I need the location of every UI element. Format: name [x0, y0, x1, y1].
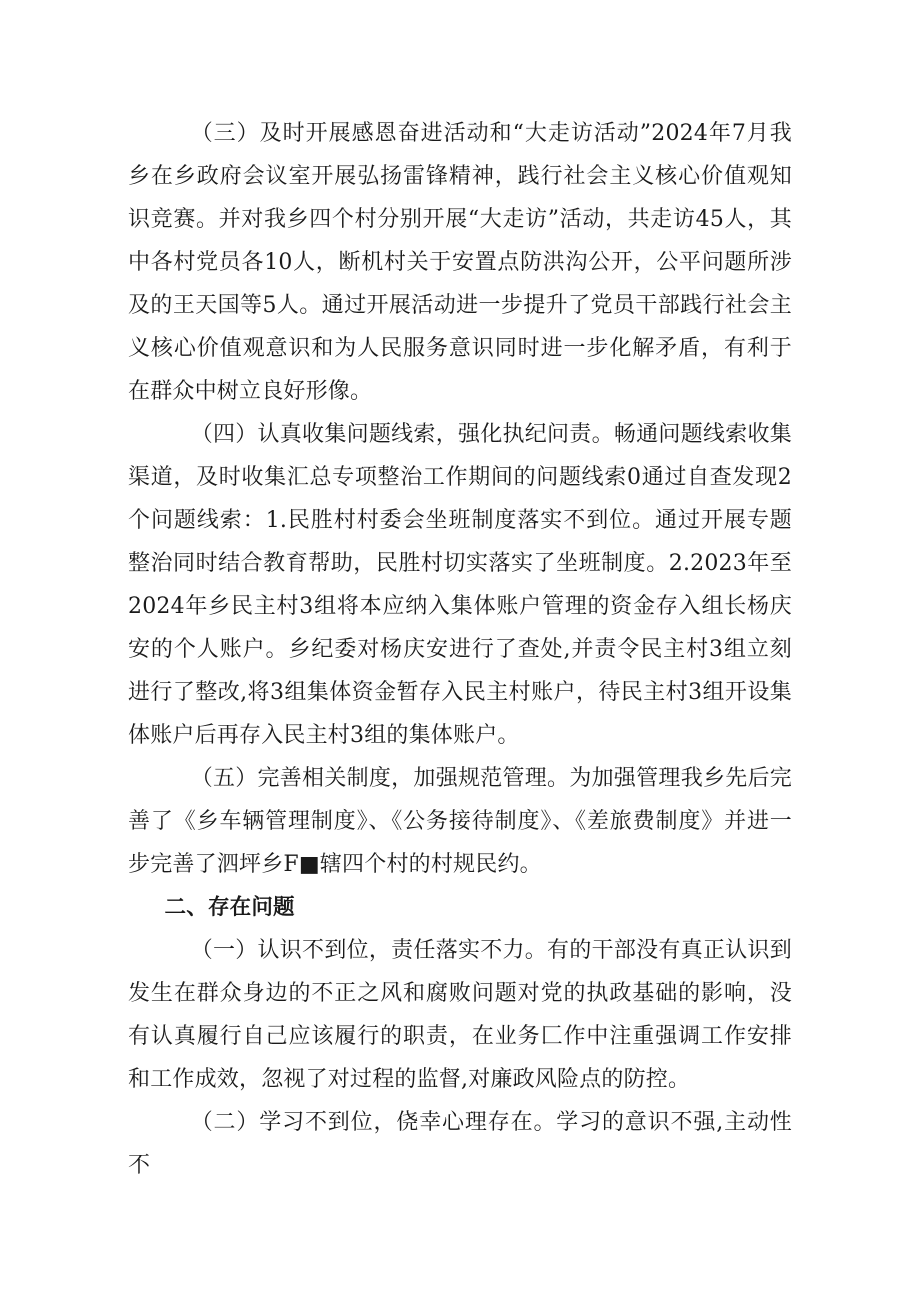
section-heading-problems: 二、存在问题 — [164, 895, 295, 920]
paragraph-problem-1: （一）认识不到位，责任落实不力。有的干部没有真正认识到发生在群众身边的不正之风和腐败问题对党的执政基础的影响，没有认真履行自己应该履行的职责，在业务匚作中注重强调工作安排和工作成效，忽视了对过程的监督,对廉政风险点的防控。 — [128, 938, 792, 1092]
paragraph-section-5: （五）完善相关制度，加强规范管理。为加强管理我乡先后完善了《乡车辆管理制度》、《公务接待制度》、《差旅费制度》并进一步完善了泗坪乡F■辖四个村的村规民约。 — [128, 766, 792, 877]
paragraph-problem-2: （二）学习不到位，侥幸心理存在。学习的意识不强,主动性不 — [128, 1110, 792, 1178]
paragraph-section-3: （三）及时开展感恩奋进活动和“大走访活动”2024年7月我乡在乡政府会议室开展弘扬雷锋精神，践行社会主义核心价值观知识竞赛。并对我乡四个村分别开展“大走访”活动，共走访45人，其中各村党员各10人，断机村关于安置点防洪沟公开，公平问题所涉及的王天国等5人。通过开展活动进一步提升了党员干部践行社会主义核心价值观意识和为人民服务意识同时进一步化解矛盾，有利于在群众中树立良好形像。 — [128, 121, 792, 404]
paragraph-section-4: （四）认真收集问题线索，强化执纪问责。畅通问题线索收集渠道，及时收集汇总专项整治工作期间的问题线索0通过自查发现2个问题线索：1.民胜村村委会坐班制度落实不到位。通过开展专题整治同时结合教育帮助，民胜村切实落实了坐班制度。2.2023年至2024年乡民主村3组将本应纳入集体账户管理的资金存入组长杨庆安的个人账户。乡纪委对杨庆安进行了查处,并责令民主村3组立刻进行了整改,将3组集体资金暂存入民主村账户，待民主村3组开设集体账户后再存入民主村3组的集体账户。 — [128, 422, 792, 748]
document-body — [128, 112, 792, 1187]
